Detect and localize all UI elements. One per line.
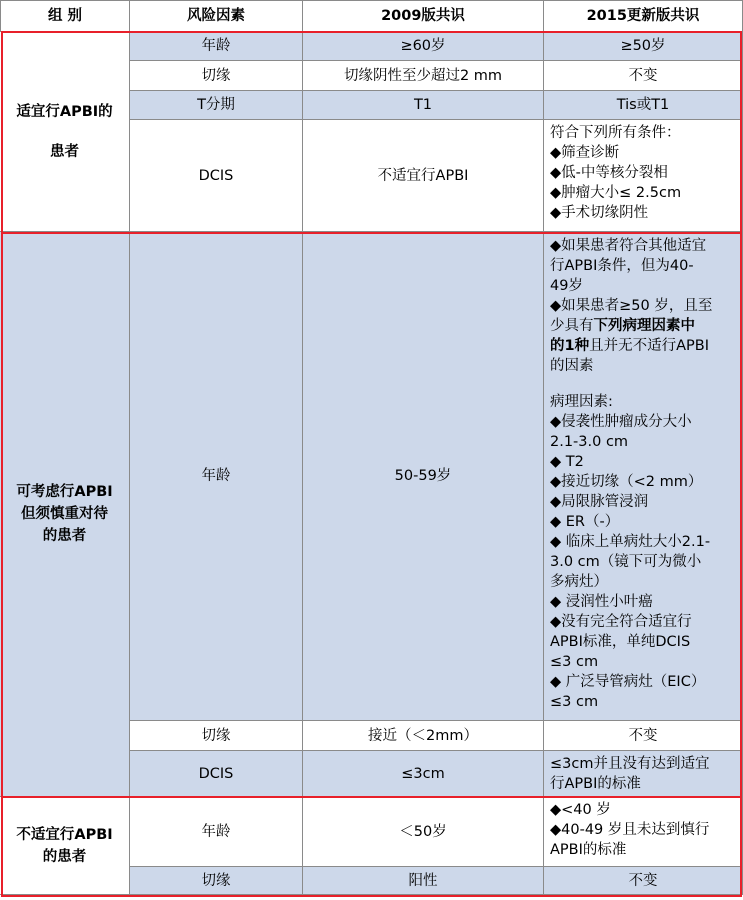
table-cell-factor: 切缘 — [130, 867, 303, 895]
list-item: 行APBI条件，但为40- — [550, 258, 694, 274]
header-2009: 2009版共识 — [303, 0, 544, 32]
group-cautionary-title-3: 的患者 — [42, 528, 87, 544]
list-item: ◆ 浸润性小叶癌 — [550, 594, 653, 610]
list-item: APBI的标准 — [550, 842, 627, 858]
table-cell-2009: T1 — [303, 91, 544, 120]
bold-text: 的1种 — [550, 338, 590, 354]
table-cell-factor: T分期 — [130, 91, 303, 120]
bold-text: 下列病理因素中 — [593, 318, 695, 334]
table-cell-factor: 年龄 — [130, 232, 303, 721]
table-cell-2009: 切缘阴性至少超过2 mm — [303, 61, 544, 91]
list-item: APBI标准，单纯DCIS — [550, 634, 691, 650]
text-run: 少具有 — [550, 318, 594, 334]
table-cell-2009: ≤3cm — [303, 751, 544, 797]
list-item: ◆ 临床上单病灶大小2.1- — [550, 534, 711, 550]
group-unsuitable-label — [0, 797, 130, 895]
group-unsuitable-title-1: 不适宜行APBI — [16, 826, 113, 843]
list-item: ◆ T2 — [550, 454, 584, 470]
list-item: ≤3cm并且没有达到适宜 — [550, 756, 710, 772]
group-suitable-title-1: 适宜行APBI的 — [16, 103, 113, 120]
list-item: ◆ ER（-） — [550, 514, 620, 530]
table-cell-2009: 不适宜行APBI — [303, 120, 544, 232]
list-item: ◆筛查诊断 — [550, 145, 620, 161]
list-item — [550, 316, 695, 336]
table-cell-2015: Tis或T1 — [544, 91, 743, 120]
table-cell-2009: 接近（＜2mm） — [303, 721, 544, 751]
table-cell-2015: ≥50岁 — [544, 32, 743, 61]
header-2015: 2015更新版共识 — [544, 0, 743, 32]
list-item: ◆40-49 岁且未达到慎行 — [550, 822, 710, 838]
list-item: 病理因素: — [550, 394, 613, 410]
list-item: ≤3 cm — [550, 654, 599, 670]
table-cell-2009: 阳性 — [303, 867, 544, 895]
table-cell-factor: 年龄 — [130, 32, 303, 61]
table-cell-2015: 不变 — [544, 61, 743, 91]
list-item: 符合下列所有条件： — [550, 125, 681, 141]
table-cell-2009: ＜50岁 — [303, 797, 544, 867]
list-item: ≤3 cm — [550, 694, 599, 710]
list-item: 2.1-3.0 cm — [550, 434, 629, 450]
group-suitable-label — [0, 32, 130, 232]
table-cell-factor: DCIS — [130, 751, 303, 797]
list-item: 多病灶） — [550, 574, 608, 590]
list-item: ◆ 广泛导管病灶（EIC） — [550, 674, 706, 690]
list-item: ◆肿瘤大小≤ 2.5cm — [550, 185, 682, 201]
list-item — [550, 336, 709, 356]
list-item: ◆如果患者≥50 岁，且至 — [550, 298, 713, 314]
table-cell-2015 — [544, 120, 743, 232]
table-cell-2015 — [544, 232, 743, 721]
table-cell-factor: 切缘 — [130, 61, 303, 91]
list-item: ◆没有完全符合适宜行 — [550, 614, 692, 630]
list-item: 49岁 — [550, 278, 583, 294]
table-cell-factor: 年龄 — [130, 797, 303, 867]
group-suitable-title-2: 患者 — [50, 143, 79, 160]
list-item: ◆如果患者符合其他适宜 — [550, 238, 707, 254]
list-item: ◆侵袭性肿瘤成分大小 — [550, 414, 692, 430]
table-cell-factor: 切缘 — [130, 721, 303, 751]
text-run: 且并无不适行APBI — [589, 338, 709, 354]
list-item: ◆<40 岁 — [550, 802, 611, 818]
list-item: ◆低-中等核分裂相 — [550, 165, 668, 181]
list-item: 3.0 cm（镜下可为微小 — [550, 554, 702, 570]
table-cell-2009: 50-59岁 — [303, 232, 544, 721]
header-risk-factor: 风险因素 — [130, 0, 303, 32]
group-cautionary-title-1: 可考虑行APBI — [16, 484, 113, 500]
list-item: 行APBI的标准 — [550, 776, 641, 792]
table-cell-2015 — [544, 797, 743, 867]
group-unsuitable-title-2: 的患者 — [42, 848, 87, 865]
list-item: ◆接近切缘（<2 mm） — [550, 474, 703, 490]
header-group: 组 别 — [0, 0, 130, 32]
table-cell-factor: DCIS — [130, 120, 303, 232]
table-cell-2015: 不变 — [544, 867, 743, 895]
list-item: ◆局限脉管浸润 — [550, 494, 649, 510]
table-cell-2015: 不变 — [544, 721, 743, 751]
group-cautionary-title-2: 但须慎重对待 — [21, 506, 108, 522]
table-cell-2009: ≥60岁 — [303, 32, 544, 61]
group-cautionary-label — [0, 232, 130, 797]
table-cell-2015 — [544, 751, 743, 797]
list-item: 的因素 — [550, 358, 594, 374]
list-item: ◆手术切缘阴性 — [550, 205, 649, 221]
